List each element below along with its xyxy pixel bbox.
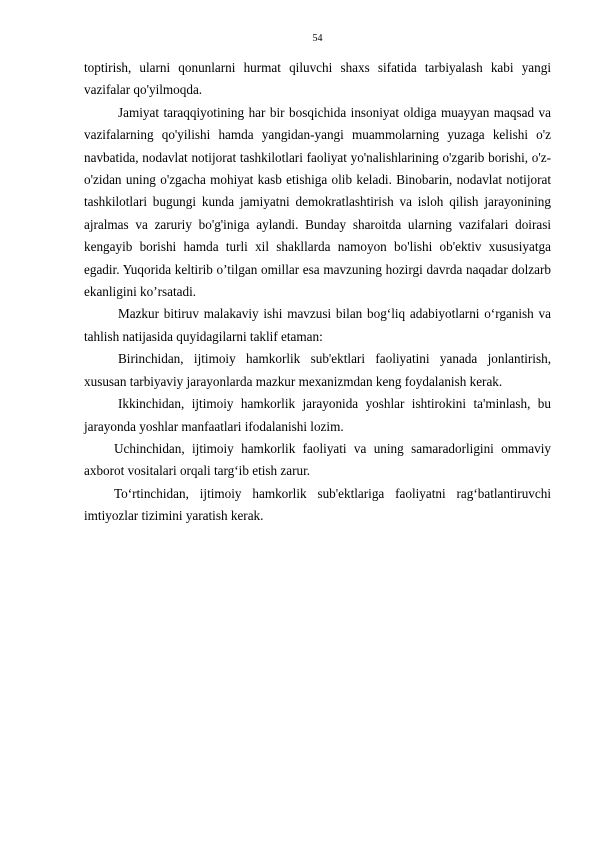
paragraph-proposal-fourth: To‘rtinchidan, ijtimoiy hamkorlik sub'ektlariga faoliyatni rag‘batlantiruvchi imtiyozlar tizimini yaratish kerak. [84, 485, 551, 524]
page-number: 54 [312, 33, 323, 44]
paragraph-continuation: toptirish, ularni qonunlarni hurmat qiluvchi shaxs sifatida tarbiyalash kabi yangi vazifalar qo'yilmoqda. [84, 60, 551, 98]
paragraph-society-development: Jamiyat taraqqiyotining har bir bosqichida insoniyat oldiga muayyan maqsad va vazifalarning qo'yilishi hamda yangidan-yangi muammolarning yuzaga kelishi o'z navbatida, nodavlat notijorat tashkilotlari faoliyat yo'nalishlarining o'zgarib borishi, o'z-o'zidan uning o'zgacha mohiyat kasb etishiga olib keladi. Binobarin, nodavlat notijorat tashkilotlari bugungi kunda jamiyatni demokratlashtirish va isloh qilish jarayonining ajralmas va zaruriy bo'g'iniga aylandi. Bunday sharoitda ularning vazifalari doirasi kengayib borishi hamda turli xil shakllarda namoyon bo'lishi ob'ektiv xususiyatga egadir. Yuqorida keltirib o’tilgan omillar esa mavzuning hozirgi davrda naqadar dolzarb ekanligini ko’rsatadi. [84, 104, 551, 300]
paragraph-proposal-first: Birinchidan, ijtimoiy hamkorlik sub'ektlari faoliyatini yanada jonlantirish, xususan tarbiyaviy jarayonlarda mazkur mexanizmdan keng foydalanish kerak. [84, 351, 551, 389]
paragraph-proposal-second: Ikkinchidan, ijtimoiy hamkorlik jarayonida yoshlar ishtirokini ta'minlash, bu jarayonda yoshlar manfaatlari ifodalanishi lozim. [84, 396, 551, 434]
paragraph-proposal-third: Uchinchidan, ijtimoiy hamkorlik faoliyati va uning samaradorligini ommaviy axborot vositalari orqali targ‘ib etish zarur. [84, 440, 551, 479]
body-text [84, 57, 551, 528]
paragraph-proposals-intro: Mazkur bitiruv malakaviy ishi mavzusi bilan bog‘liq adabiyotlarni o‘rganish va tahlish natijasida quyidagilarni taklif etaman: [84, 306, 551, 344]
